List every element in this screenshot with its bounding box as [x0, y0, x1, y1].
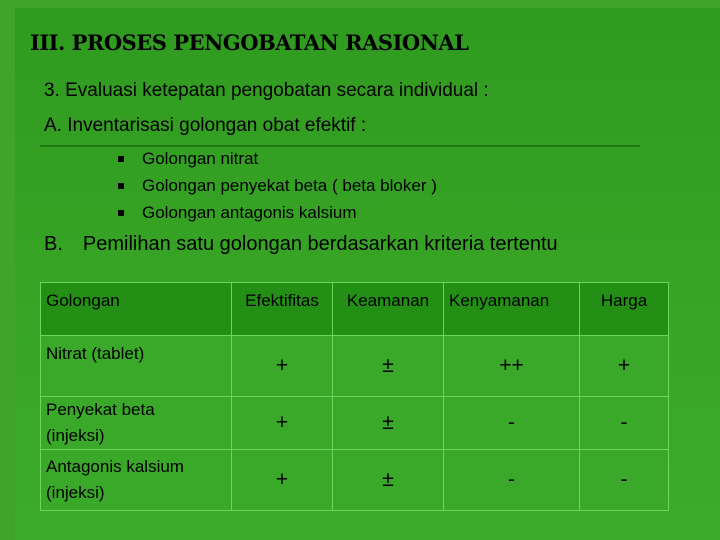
cell-harga: + — [580, 336, 669, 397]
list-item-text: Golongan antagonis kalsium — [142, 203, 357, 222]
header-harga: Harga — [580, 283, 669, 336]
list-item-text: Golongan penyekat beta ( beta bloker ) — [142, 176, 437, 195]
cell-keamanan: ± — [333, 450, 444, 511]
slide-title: III. PROSES PENGOBATAN RASIONAL — [30, 30, 469, 55]
cell-keamanan: ± — [333, 397, 444, 450]
point-b — [44, 233, 558, 256]
cell-golongan-line1: Penyekat beta — [46, 400, 155, 419]
cell-golongan — [41, 397, 232, 450]
header-efektifitas: Efektifitas — [232, 283, 333, 336]
cell-golongan-line2: (injeksi) — [46, 426, 105, 445]
point-3: 3. Evaluasi ketepatan pengobatan secara individual : — [44, 80, 489, 101]
bullet-icon — [118, 156, 124, 162]
list-item — [118, 145, 437, 172]
table-header-row — [41, 283, 669, 336]
list-item-text: Golongan nitrat — [142, 149, 259, 168]
cell-efektifitas: + — [232, 397, 333, 450]
cell-keamanan: ± — [333, 336, 444, 397]
cell-kenyamanan: - — [444, 397, 580, 450]
header-kenyamanan: Kenyamanan — [444, 283, 580, 336]
table-row — [41, 450, 669, 511]
cell-kenyamanan: ++ — [444, 336, 580, 397]
cell-golongan-line1: Antagonis kalsium — [46, 457, 184, 476]
cell-golongan-line2: (injeksi) — [46, 483, 105, 502]
cell-kenyamanan: - — [444, 450, 580, 511]
bullet-icon — [118, 183, 124, 189]
cell-golongan: Nitrat (tablet) — [41, 336, 232, 397]
cell-efektifitas: + — [232, 450, 333, 511]
cell-harga: - — [580, 397, 669, 450]
table-row — [41, 336, 669, 397]
point-b-text: Pemilihan satu golongan berdasarkan kriteria tertentu — [82, 233, 558, 255]
header-golongan: Golongan — [41, 283, 232, 336]
point-b-label: B. — [44, 233, 63, 255]
cell-golongan — [41, 450, 232, 511]
bullet-icon — [118, 210, 124, 216]
list-item — [118, 199, 437, 226]
drug-class-list — [118, 145, 437, 226]
list-item — [118, 172, 437, 199]
cell-harga: - — [580, 450, 669, 511]
criteria-table — [40, 282, 669, 511]
table-row — [41, 397, 669, 450]
header-keamanan: Keamanan — [333, 283, 444, 336]
cell-efektifitas: + — [232, 336, 333, 397]
point-a: A. Inventarisasi golongan obat efektif : — [44, 115, 367, 136]
